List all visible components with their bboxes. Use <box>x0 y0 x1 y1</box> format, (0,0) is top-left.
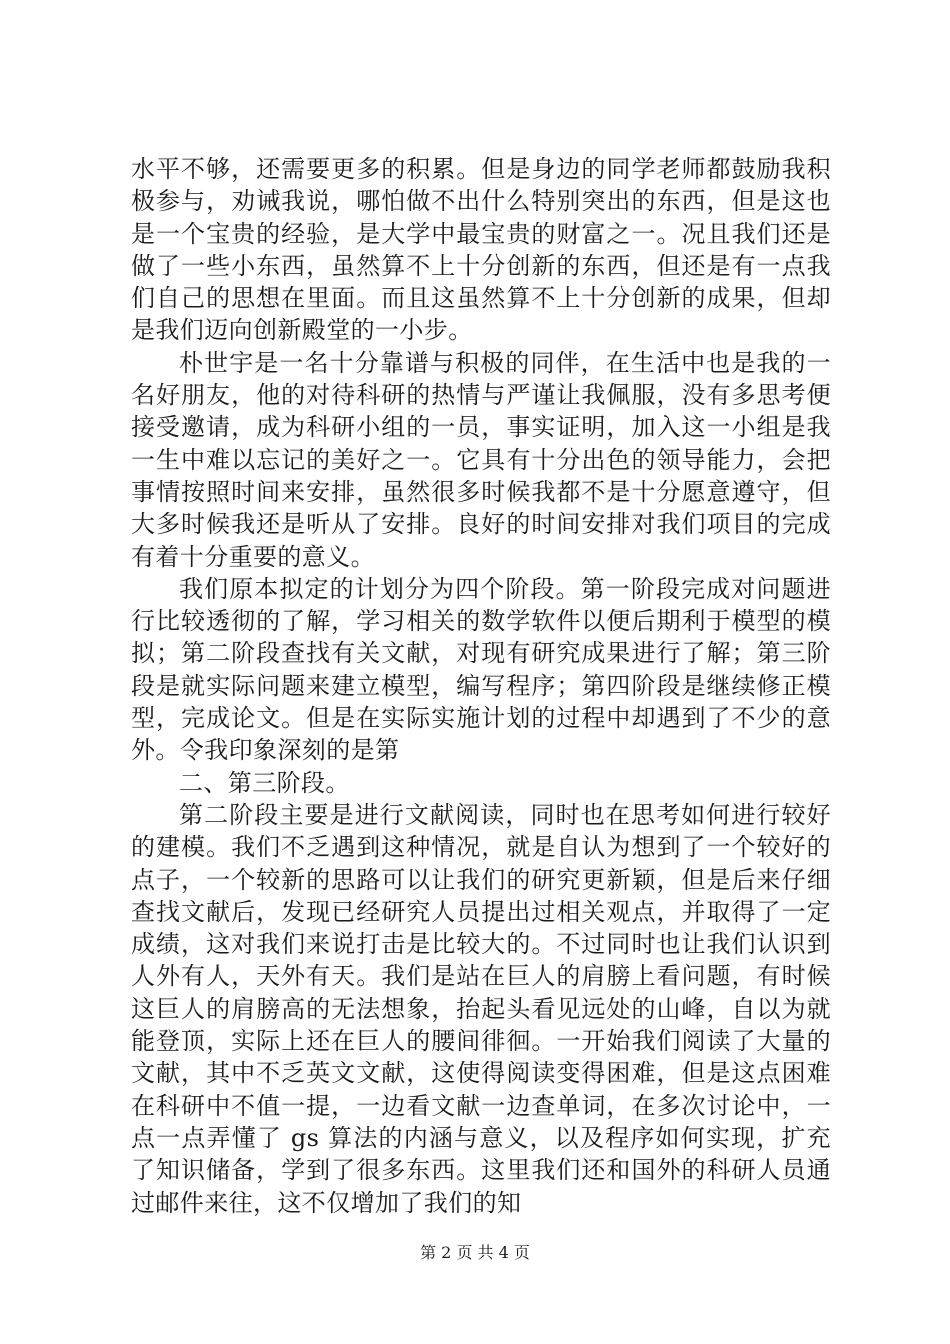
section-heading: 二、第三阶段。 <box>179 768 350 797</box>
paragraph-continuation: 水平不够，还需要更多的积累。但是身边的同学老师都鼓励我积极参与，劝诫我说，哪怕做不出什么特别突出的东西，但是这也是一个宝贵的经验，是大学中最宝贵的财富之一。况且我们还是做了一些小东西，虽然算不上十分创新的东西，但还是有一点我们自己的思想在里面。而且这虽然算不上十分创新的成果，但却是我们迈向创新殿堂的一小步。 <box>131 155 831 345</box>
paragraph-teammate: 朴世宇是一名十分靠谱与积极的同伴，在生活中也是我的一名好朋友，他的对待科研的热情与严谨让我佩服，没有多思考便接受邀请，成为科研小组的一员，事实证明，加入这一小组是我一生中难以忘记的美好之一。它具有十分出色的领导能力，会把事情按照时间来安排，虽然很多时候我都不是十分愿意遵守，但大多时候我还是听从了安排。良好的时间安排对我们项目的完成有着十分重要的意义。 <box>131 348 831 571</box>
document-body <box>131 153 831 1219</box>
paragraph-stage-two: 第二阶段主要是进行文献阅读，同时也在思考如何进行较好的建模。我们不乏遇到这种情况，就是自认为想到了一个较好的点子，一个较新的思路可以让我们的研究更新颖，但是后来仔细查找文献后，发现已经研究人员提出过相关观点，并取得了一定成绩，这对我们来说打击是比较大的。不过同时也让我们认识到人外有人，天外有天。我们是站在巨人的肩膀上看问题，有时候这巨人的肩膀高的无法想象，抬起头看见远处的山峰，自以为就能登顶，实际上还在巨人的腰间徘徊。一开始我们阅读了大量的文献，其中不乏英文文献，这使得阅读变得困难，但是这点困难在科研中不值一提，一边看文献一边查单词，在多次讨论中，一点一点弄懂了 gs 算法的内涵与意义，以及程序如何实现，扩充了知识储备，学到了很多东西。这里我们还和国外的科研人员通过邮件来往，这不仅增加了我们的知 <box>131 800 831 1217</box>
paragraph-plan: 我们原本拟定的计划分为四个阶段。第一阶段完成对问题进行比较透彻的了解，学习相关的数学软件以便后期利于模型的模拟；第二阶段查找有关文献，对现有研究成果进行了解；第三阶段是就实际问题来建立模型，编写程序；第四阶段是继续修正模型，完成论文。但是在实际实施计划的过程中却遇到了不少的意外。令我印象深刻的是第 <box>131 574 831 765</box>
page-footer: 第 2 页 共 4 页 <box>420 1243 530 1262</box>
